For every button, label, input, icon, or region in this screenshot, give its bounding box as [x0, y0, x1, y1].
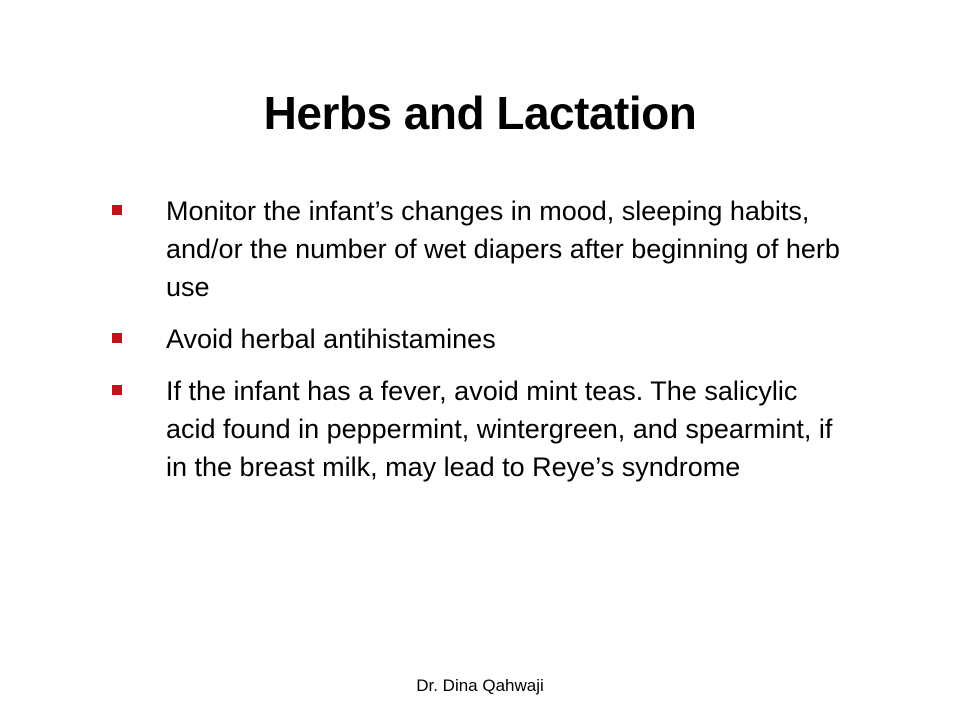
bullet-list — [112, 192, 852, 500]
bullet-text: If the infant has a fever, avoid mint teas. The salicylic acid found in peppermint, wintergreen, and spearmint, if in the breast milk, may lead to Reye’s syndrome — [166, 376, 833, 482]
bullet-text: Monitor the infant’s changes in mood, sleeping habits, and/or the number of wet diapers after beginning of herb use — [166, 196, 840, 302]
bullet-text: Avoid herbal antihistamines — [166, 324, 496, 354]
bullet-item — [112, 372, 852, 486]
square-bullet-icon — [112, 205, 122, 215]
square-bullet-icon — [112, 385, 122, 395]
slide-title: Herbs and Lactation — [263, 87, 697, 139]
bullet-item — [112, 320, 852, 358]
bullet-item — [112, 192, 852, 306]
square-bullet-icon — [112, 333, 122, 343]
slide-footer-author: Dr. Dina Qahwaji — [416, 676, 544, 695]
